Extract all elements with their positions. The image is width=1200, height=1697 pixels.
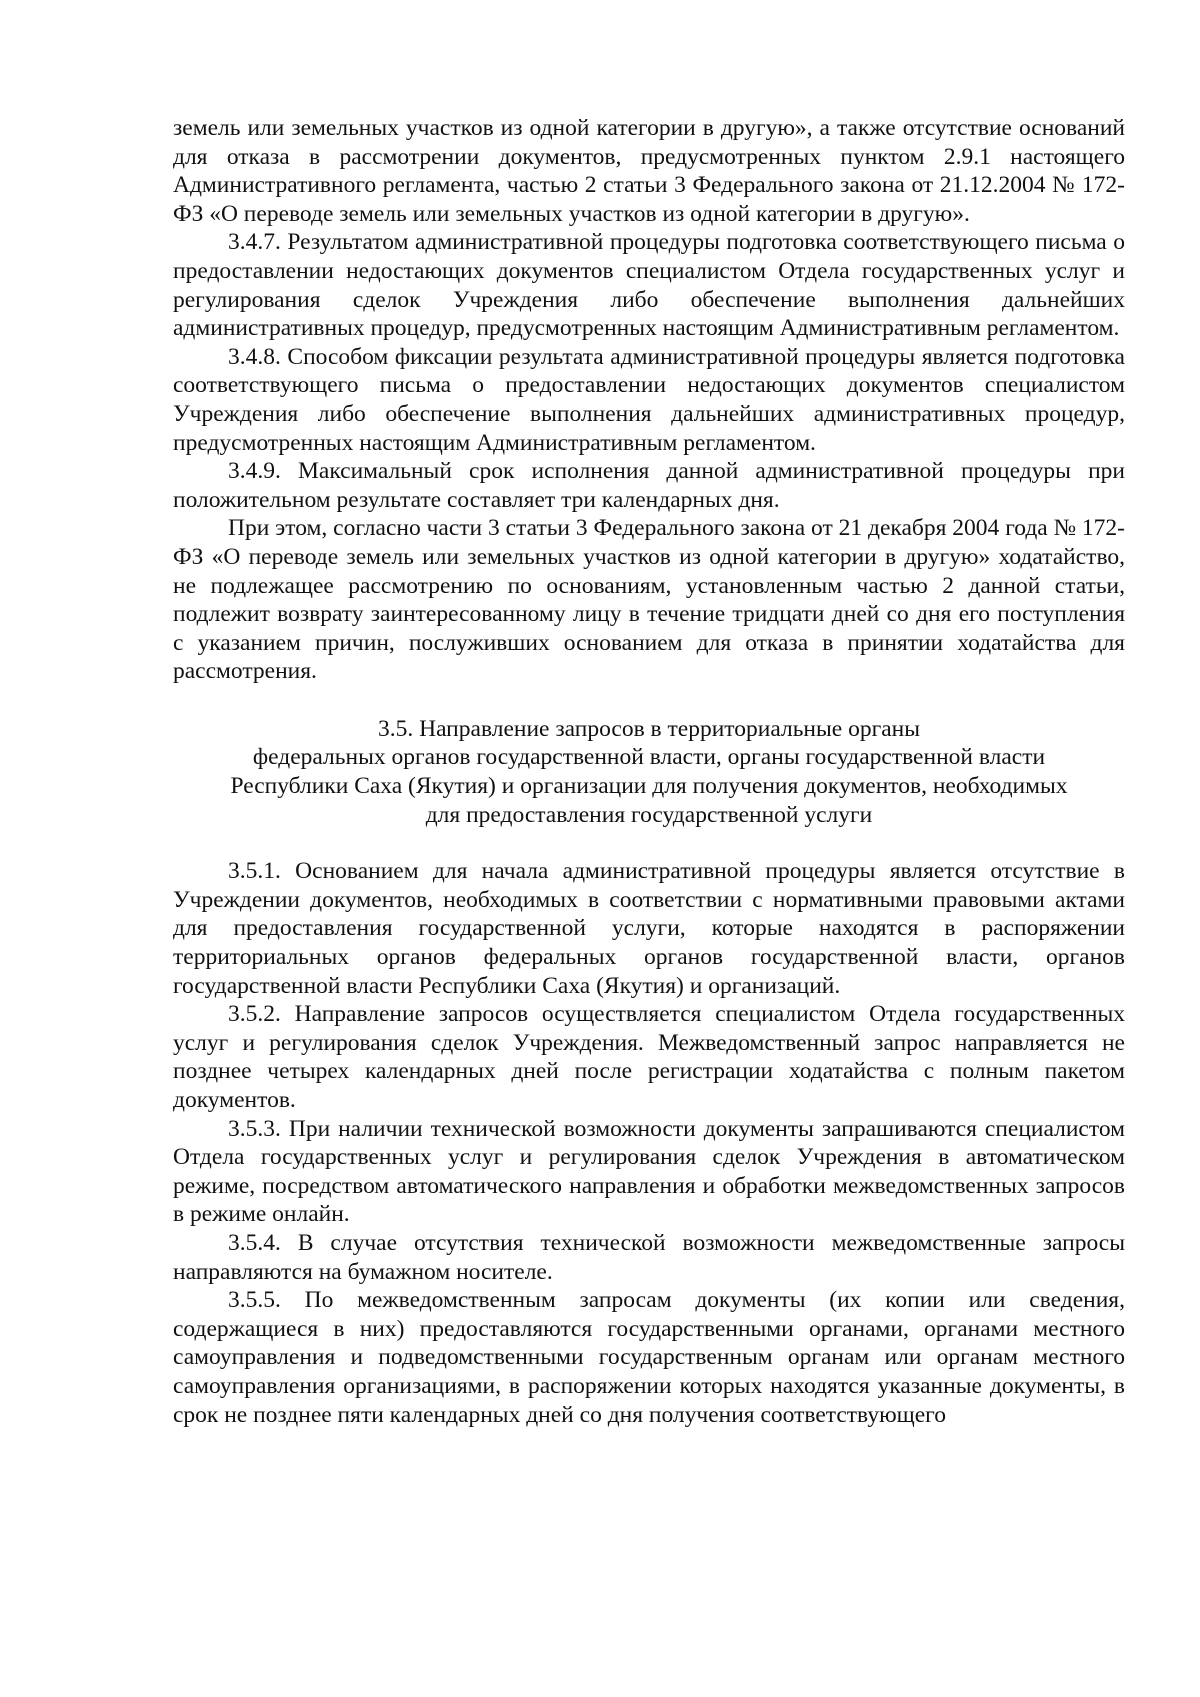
- paragraph-3-4-9: 3.4.9. Максимальный срок исполнения данной административной процедуры при положительном результате составляет три календарных дня.: [173, 458, 1125, 513]
- section-heading-line: 3.5. Направление запросов в территориальные органы: [377, 715, 921, 742]
- paragraph-3-4-8: 3.4.8. Способом фиксации результата административной процедуры является подготовка соответствующего письма о предоставлении недостающих документов специалистом Учреждения либо обеспечение выполнения дальнейших административных процедур, предусмотренных настоящим Административным регламентом.: [173, 343, 1125, 456]
- section-heading-3-5: [173, 715, 1125, 829]
- section-heading-line: для предоставления государственной услуги: [425, 801, 873, 828]
- spacer: [173, 686, 1125, 715]
- paragraph-continuation: земель или земельных участков из одной категории в другую», а также отсутствие оснований для отказа в рассмотрении документов, предусмотренных пунктом 2.9.1 настоящего Административного регламента, частью 2 статьи 3 Федерального закона от 21.12.2004 № 172-ФЗ «О переводе земель или земельных участков из одной категории в другую».: [173, 115, 1125, 227]
- spacer: [173, 829, 1125, 857]
- paragraph-3-5-3: 3.5.3. При наличии технической возможности документы запрашиваются специалистом Отдела государственных услуг и регулирования сделок Учреждения в автоматическом режиме, посредством автоматического направления и обработки межведомственных запросов в режиме онлайн.: [173, 1115, 1125, 1228]
- paragraph-3-5-2: 3.5.2. Направление запросов осуществляется специалистом Отдела государственных услуг и регулирования сделок Учреждения. Межведомственный запрос направляется не позднее четырех календарных дней после регистрации ходатайства с полным пакетом документов.: [173, 1001, 1125, 1113]
- section-heading-line: федеральных органов государственной власти, органы государственной власти: [252, 744, 1046, 771]
- document-page: [173, 114, 1125, 1429]
- paragraph-3-5-4: 3.5.4. В случае отсутствия технической возможности межведомственные запросы направляются на бумажном носителе.: [173, 1229, 1125, 1285]
- section-heading-line: Республики Саха (Якутия) и организации для получения документов, необходимых: [230, 773, 1068, 800]
- paragraph-3-4-7: 3.4.7. Результатом административной процедуры подготовка соответствующего письма о предоставлении недостающих документов специалистом Отдела государственных услуг и регулирования сделок Учреждения либо обеспечение выполнения дальнейших административных процедур, предусмотренных настоящим Административным регламентом.: [173, 229, 1125, 342]
- paragraph-3-5-1: 3.5.1. Основанием для начала административной процедуры является отсутствие в Учреждении документов, необходимых в соответствии с нормативными правовыми актами для предоставления государственной услуги, которые находятся в распоряжении территориальных органов федеральных органов государственной власти, органов государственной власти Республики Саха (Якутия) и организаций.: [173, 858, 1125, 999]
- paragraph-federal-law-note: При этом, согласно части 3 статьи 3 Федерального закона от 21 декабря 2004 года № 172-ФЗ «О переводе земель или земельных участков из одной категории в другую» ходатайство, не подлежащее рассмотрению по основаниям, установленным частью 2 данной статьи, подлежит возврату заинтересованному лицу в течение тридцати дней со дня его поступления с указанием причин, послуживших основанием для отказа в принятии ходатайства для рассмотрения.: [173, 515, 1125, 685]
- paragraph-3-5-5: 3.5.5. По межведомственным запросам документы (их копии или сведения, содержащиеся в них) предоставляются государственными органами, органами местного самоуправления и подведомственными государственным органам или органам местного самоуправления организациями, в распоряжении которых находятся указанные документы, в срок не позднее пяти календарных дней со дня получения соответствующего: [173, 1287, 1125, 1428]
